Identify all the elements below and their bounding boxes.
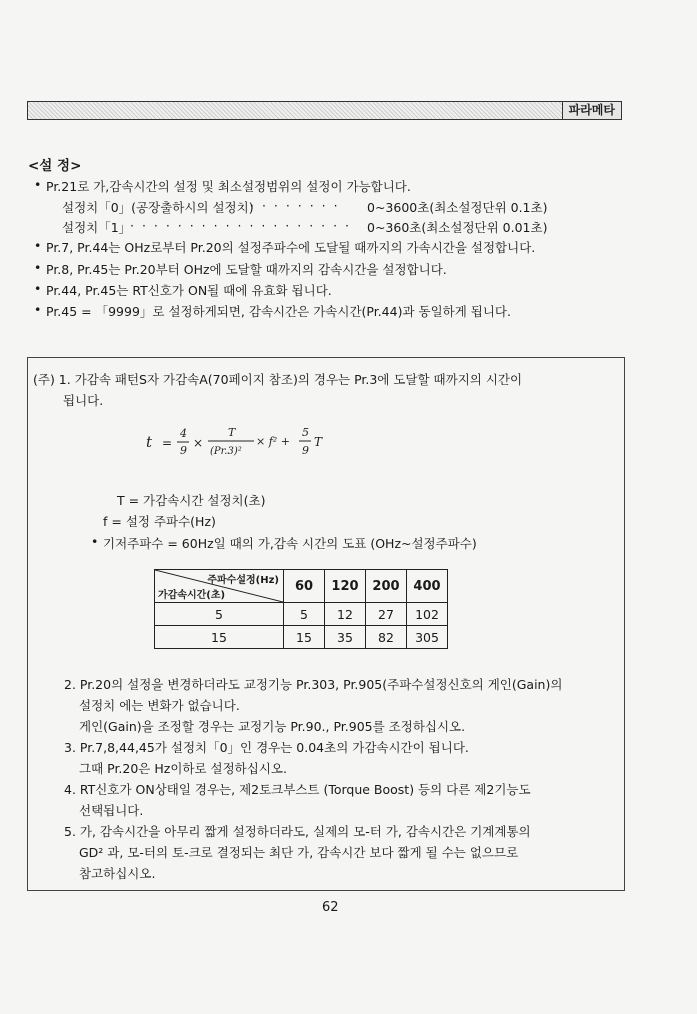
setting-1-leader: · · · · · · · · · · · · · · · · · · · — [130, 218, 352, 233]
table-row — [155, 626, 448, 649]
note-2-line-3: 게인(Gain)을 조정할 경우는 교정기능 Pr.90., Pr.905를 조정하십시오. — [79, 719, 466, 734]
note-1-line-2: 됩니다. — [63, 393, 104, 408]
table-header-row — [155, 570, 448, 603]
settings-bullet-3: • Pr.8, Pr.45는 Pr.20부터 OHz에 도달할 때까지의 감속시간을 설정합니다. — [46, 260, 447, 278]
note-2-line-2: 설정치 에는 변화가 없습니다. — [79, 698, 240, 713]
formula-tail: T — [314, 435, 323, 449]
formula-f2: × f² + — [256, 435, 290, 448]
note-5-line-2: GD² 과, 모-터의 토-크로 결정되는 최단 가, 감속시간 보다 짧게 될 수는 없으므로 — [79, 845, 519, 860]
table-corner-top: 주파수설정(Hz) — [207, 575, 279, 586]
formula-frac2-den: (Pr.3)² — [210, 446, 242, 457]
section-title: <설 정> — [28, 158, 82, 174]
formula-frac1-den: 9 — [180, 444, 187, 457]
table-cell: 102 — [407, 603, 448, 626]
setting-0-leader: · · · · · · · · — [250, 198, 340, 213]
settings-bullet-2: • Pr.7, Pr.44는 OHz로부터 Pr.20의 설정주파수에 도달될 때까지의 가속시간을 설정합니다. — [46, 238, 535, 256]
accel-decel-table — [154, 569, 448, 649]
table-header-cell: 400 — [407, 570, 448, 603]
table-cell: 35 — [325, 626, 366, 649]
header-label: 파라메타 — [562, 102, 621, 119]
table-corner-cell — [155, 570, 284, 603]
formula-frac1-num: 4 — [180, 427, 187, 440]
formula-frac3-num: 5 — [302, 426, 309, 439]
setting-1-label: 설정치「1」 — [62, 220, 132, 235]
note-5-line-1: 5. 가, 감속시간을 아무리 짧게 설정하더라도, 실제의 모-터 가, 감속시간은 기계계통의 — [64, 824, 531, 839]
definition-f: f = 설정 주파수(Hz) — [103, 514, 216, 529]
note-3-line-1: 3. Pr.7,8,44,45가 설정치「0」인 경우는 0.04초의 가감속시간이 됩니다. — [64, 740, 469, 755]
note-5-line-3: 참고하십시오. — [79, 866, 156, 881]
base-frequency-note: • 기저주파수 = 60Hz일 때의 가,감속 시간의 도표 (OHz~설정주파수) — [103, 534, 477, 552]
table-cell: 305 — [407, 626, 448, 649]
formula-lhs: t — [146, 433, 153, 451]
table-row — [155, 603, 448, 626]
table-row-label: 15 — [155, 626, 284, 649]
table-cell: 27 — [366, 603, 407, 626]
settings-bullet-1: • Pr.21로 가,감속시간의 설정 및 최소설정범위의 설정이 가능합니다. — [46, 177, 411, 195]
table-header-cell: 120 — [325, 570, 366, 603]
table-cell: 12 — [325, 603, 366, 626]
table-corner-bottom: 가감속시간(초) — [158, 590, 226, 601]
formula-times: × — [193, 436, 204, 450]
table-header-cell: 60 — [284, 570, 325, 603]
page-number: 62 — [322, 900, 339, 915]
note-4-line-1: 4. RT신호가 ON상태일 경우는, 제2토크부스트 (Torque Boost) 등의 다른 제2기능도 — [64, 782, 531, 797]
note-1-line-1: (주) 1. 가감속 패턴S자 가감속A(70페이지 참조)의 경우는 Pr.3에 도달할 때까지의 시간이 — [33, 372, 523, 387]
formula-eq: = — [162, 436, 173, 450]
table-row-label: 5 — [155, 603, 284, 626]
table-cell: 5 — [284, 603, 325, 626]
acceleration-formula — [144, 418, 344, 468]
definition-T: T = 가감속시간 설정치(초) — [117, 493, 266, 508]
settings-bullet-4: • Pr.44, Pr.45는 RT신호가 ON될 때에 유효화 됩니다. — [46, 281, 332, 299]
formula-frac2-num: T — [228, 426, 236, 439]
table-header-cell: 200 — [366, 570, 407, 603]
table-cell: 82 — [366, 626, 407, 649]
setting-0-value: 0~3600초(최소설정단위 0.1초) — [367, 200, 548, 215]
formula-frac3-den: 9 — [302, 444, 309, 457]
table-cell: 15 — [284, 626, 325, 649]
settings-bullet-5: • Pr.45 = 「9999」로 설정하게되면, 감속시간은 가속시간(Pr.44)과 동일하게 됩니다. — [46, 302, 511, 320]
note-2-line-1: 2. Pr.20의 설정을 변경하더라도 교정기능 Pr.303, Pr.905(주파수설정신호의 게인(Gain)의 — [64, 677, 563, 692]
setting-1-value: 0~360초(최소설정단위 0.01초) — [367, 220, 548, 235]
note-4-line-2: 선택됩니다. — [79, 803, 144, 818]
setting-0-label: 설정치「0」(공장출하시의 설정치) — [62, 200, 254, 215]
note-3-line-2: 그때 Pr.20은 Hz이하로 설정하십시오. — [79, 761, 287, 776]
header-bar — [27, 101, 622, 120]
